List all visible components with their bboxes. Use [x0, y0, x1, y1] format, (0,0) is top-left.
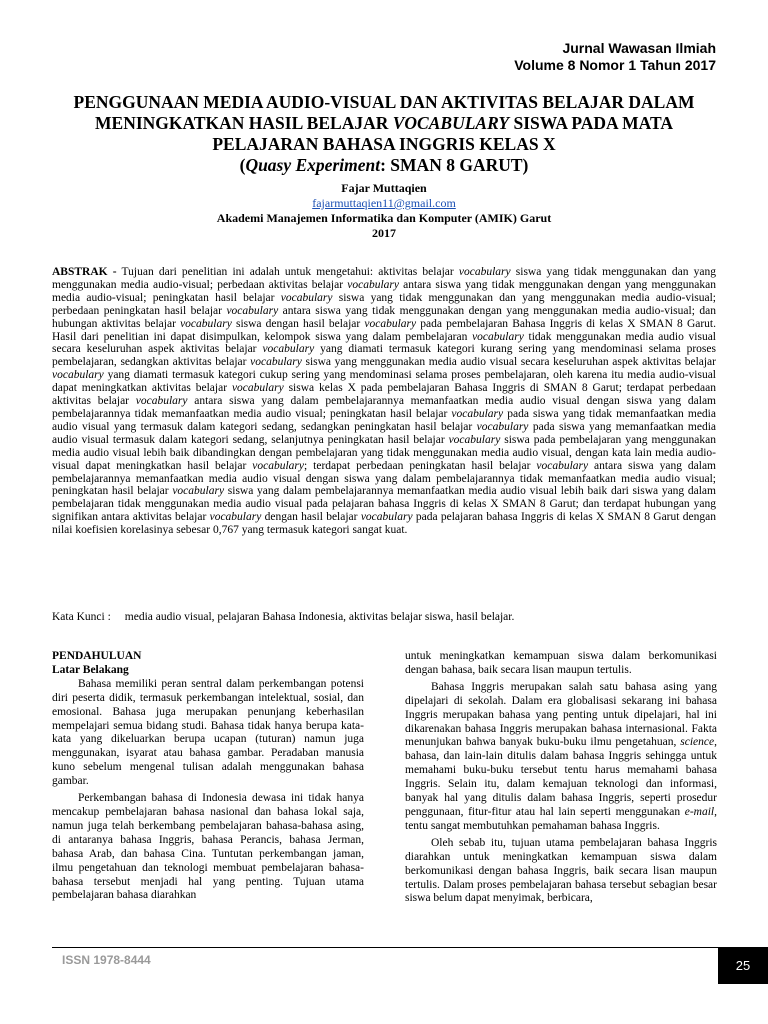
text-run: antara siswa yang dalam pembelajarannya memanfaatkan media audio visual dengan siswa yang dalam pembelajarannya tidak memanfaatkan media audio visual; peningkatan hasil belajar	[52, 395, 717, 420]
text-run: yang diamati termasuk kategori cukup sering yang mendominasi selama proses pembelajaran, oleh karena itu media audio-visual dapat meningkatkan aktivitas belajar	[52, 369, 716, 395]
author-year: 2017	[372, 226, 396, 240]
text-run: dengan hasil belajar	[261, 511, 361, 524]
title-line-1: PENGGUNAAN MEDIA AUDIO-VISUAL DAN AKTIVITAS BELAJAR DALAM	[73, 92, 695, 112]
footer-issn: ISSN 1978-8444	[62, 953, 151, 967]
title-line-2-italic: VOCABULARY	[392, 113, 510, 133]
italic-term: vocabulary	[280, 291, 333, 304]
text-run: siswa pada pembelajaran yang menggunakan media audio visual lebih baik dibandingkan dengan pembelajaran yang tidak menggunakan media audio visual, dengan kata lain media audio-visual dapat meningkatkan hasil belajar	[52, 433, 716, 472]
author-email-link[interactable]: fajarmuttaqien11@gmail.com	[312, 196, 456, 210]
text-run: , tentu sangat membutuhkan pemahaman bahasa Inggris.	[405, 805, 717, 832]
text-run: tidak menggunakan media audio visual secara keseluruhan aspek aktivitas belajar	[52, 330, 717, 356]
text-run: pada pembelajaran Bahasa Inggris di kelas X SMAN 8 Garut. Hasil dari penelitian ini dapat disimpulkan, kelompok siswa yang dalam pembelajaran	[52, 317, 716, 343]
italic-term: vocabulary	[476, 420, 529, 433]
italic-term: vocabulary	[458, 266, 511, 278]
text-run: yang diamati termasuk kategori kurang sering yang mendominasi selama proses pembelajaran, sedangkan aktivitas belajar	[52, 343, 716, 369]
text-run: antara siswa yang tidak menggunakan dengan yang menggunakan media audio-visual; peningkatan hasil belajar	[52, 278, 716, 304]
text-run: siswa yang tidak menggunakan dan yang menggunakan media audio-visual; perbedaan peningkatan hasil belajar	[52, 291, 716, 317]
title-line-4-italic: Quasy Experiment	[245, 155, 381, 175]
text-run: Bahasa memiliki peran sentral dalam perkembangan potensi diri peserta didik, termasuk perkembangan intelektual, sosial, dan emosional. Bahasa juga merupakan penunjang keberhasilan mempelajari semua bidang studi. Bahasa tidak hanya berupa kata-kata yang dikeluarkan berupa ucapan (tuturan) namun juga menggunakan, isyarat atau bahasa gambar. Peradaban manusia kuno sebelum mengenal tulisan adalah menggunakan bahasa gambar.	[52, 677, 364, 788]
text-run: siswa yang tidak menggunakan dan yang menggunakan media audio-visual; perbedaan aktivitas belajar	[52, 266, 716, 291]
journal-name: Jurnal Wawasan Ilmiah	[562, 40, 716, 56]
title-line-4	[52, 155, 716, 176]
body-paragraph	[405, 650, 717, 678]
title-line-4-rest: : SMAN 8 GARUT)	[380, 155, 529, 175]
keywords	[52, 610, 716, 624]
body-paragraph	[52, 678, 364, 789]
italic-term: vocabulary	[52, 369, 104, 382]
title-line-2-part-c: SISWA PADA MATA	[509, 113, 673, 133]
italic-term: vocabulary	[180, 317, 232, 330]
text-run: Bahasa Inggris merupakan salah satu bahasa asing yang dipelajari di sekolah. Dalam era globalisasi sekarang ini bahasa Inggris merupakan bahasa yang penting untuk dipelajari, hal ini dikarenakan bahasa Inggris merupakan bahasa internasional. Fakta menunjukan bahwa banyak buku-buku ilmu pengetahuan,	[405, 680, 717, 749]
author-institution: Akademi Manajemen Informatika dan Komputer (AMIK) Garut	[216, 211, 552, 225]
abstract	[52, 266, 716, 537]
page-number: 25	[718, 948, 768, 984]
text-run: pada siswa yang memanfaatkan media audio visual termasuk dalam kategori sedang, selanjutnya peningkatan hasil belajar	[52, 420, 716, 446]
italic-term: vocabulary	[451, 407, 504, 420]
abstract-label: ABSTRAK -	[52, 266, 117, 278]
italic-term: vocabulary	[360, 511, 413, 524]
text-run: pada pelajaran bahasa Inggris di kelas X SMAN 8 Garut dengan nilai koefisien korelasinya sebesar 0,767 yang termasuk kategori sangat kuat.	[52, 511, 716, 537]
italic-term: vocabulary	[172, 485, 225, 498]
title-line-2-part-a: MENINGKATKAN HASIL BELAJAR	[95, 113, 393, 133]
text-run: pada siswa yang tidak memanfaatkan media audio visual yang termasuk dalam kategori sedang, sedangkan peningkatan hasil belajar	[52, 407, 716, 433]
text-run: siswa kelas X pada pembelajaran Bahasa Inggris di SMAN 8 Garut; terdapat perbedaan aktivitas belajar	[52, 382, 716, 408]
body-paragraph	[52, 792, 364, 903]
text-run: siswa yang dalam pembelajarannya memanfaatkan media audio visual lebih baik dari siswa yang dalam pembelajaran tidak menggunakan media audio visual pada pelajaran bahasa Inggris di kelas X SMAN 8 Garut; dan terdapat hubungan yang signifikan antara aktivitas belajar	[52, 485, 716, 524]
section-heading: PENDAHULUAN	[52, 650, 142, 662]
text-run: siswa dengan hasil belajar	[231, 317, 365, 330]
italic-term: vocabulary	[448, 433, 501, 446]
text-run: untuk meningkatkan kemampuan siswa dalam berkomunikasi dengan bahasa, baik secara lisan maupun tertulis.	[405, 650, 717, 676]
italic-term: vocabulary	[226, 304, 279, 317]
title-line-4-open: (	[239, 155, 246, 175]
body-paragraph	[405, 681, 717, 834]
text-run: antara siswa yang tidak menggunakan dengan yang menggunakan media audio-visual; dan hubungan aktivitas belajar	[52, 304, 716, 330]
author-block	[52, 181, 716, 241]
italic-term: vocabulary	[252, 459, 304, 472]
footer-divider	[52, 947, 768, 948]
author-name: Fajar Muttaqien	[341, 181, 427, 195]
journal-issue: Volume 8 Nomor 1 Tahun 2017	[514, 57, 716, 73]
italic-term: vocabulary	[472, 330, 524, 343]
text-run: Tujuan dari penelitian ini adalah untuk mengetahui: aktivitas belajar	[116, 266, 459, 278]
text-run: Oleh sebab itu, tujuan utama pembelajaran bahasa Inggris diarahkan untuk meningkatkan kemampuan siswa dalam berkomunikasi dengan bahasa Inggris, baik secara lisan maupun tertulis. Dalam proses pembelajaran bahasa tersebut sebagian besar siswa belum dapat menyimak, berbicara,	[405, 836, 717, 905]
italic-term: vocabulary	[231, 382, 284, 395]
text-run: ; terdapat perbedaan peningkatan hasil belajar	[304, 459, 537, 472]
text-run: antara siswa yang dalam pembelajarannya memanfaatkan media audio visual dengan siswa yang dalam pembelajarannya tidak memanfaatkan media audio visual; peningkatan hasil belajar	[52, 459, 716, 498]
text-run: siswa yang menggunakan media audio visual secara keseluruhan aspek aktivitas belajar	[301, 356, 716, 369]
body-column-left	[52, 650, 364, 906]
italic-term: vocabulary	[262, 343, 315, 356]
italic-term: vocabulary	[364, 317, 417, 330]
text-run: Perkembangan bahasa di Indonesia dewasa ini tidak hanya mencakup pembelajaran bahasa nasional dan bahasa lokal saja, namun juga telah berkembang pembelajaran bahasa-bahasa asing, di antaranya bahasa Inggris, bahasa Perancis, bahasa Jerman, bahasa Arab, dan bahasa Cina. Tuntutan perkembangan jaman, ilmu pengetahuan dan teknologi membuat pembelajaran bahasa-bahasa tersebut menjadi hal yang penting. Tujuan utama pembelajaran bahasa diarahkan	[52, 792, 364, 902]
text-run: , bahasa, dan lain-lain ditulis dalam bahasa Inggris sehingga untuk memahami buku-buku tersebut tentu harus memahami bahasa Inggris. Selain itu, dalam kemajuan teknologi dan informasi, banyak hal yang ditulis dalam bahasa Inggris, seperti prosedur penggunaan, fitur-fitur atau hal lain seperti menggunakan	[405, 736, 717, 818]
keywords-label: Kata Kunci :	[52, 611, 111, 623]
section-subheading: Latar Belakang	[52, 663, 129, 676]
abstract-body	[52, 266, 716, 536]
italic-term: vocabulary	[347, 278, 399, 291]
left-paragraphs	[52, 678, 364, 904]
italic-term: vocabulary	[135, 395, 188, 408]
journal-header	[514, 40, 716, 74]
right-paragraphs	[405, 650, 717, 906]
italic-term: vocabulary	[536, 459, 589, 472]
italic-term: science	[680, 736, 715, 749]
italic-term: e-mail	[684, 805, 715, 818]
body-paragraph	[405, 837, 717, 907]
italic-term: vocabulary	[209, 511, 262, 524]
title-line-2	[52, 113, 716, 134]
italic-term: vocabulary	[250, 356, 302, 369]
title-line-3: PELAJARAN BAHASA INGGRIS KELAS X	[212, 134, 556, 154]
body-column-right	[405, 650, 717, 909]
keywords-text: media audio visual, pelajaran Bahasa Indonesia, aktivitas belajar siswa, hasil belajar.	[124, 611, 515, 623]
paper-title	[52, 92, 716, 176]
